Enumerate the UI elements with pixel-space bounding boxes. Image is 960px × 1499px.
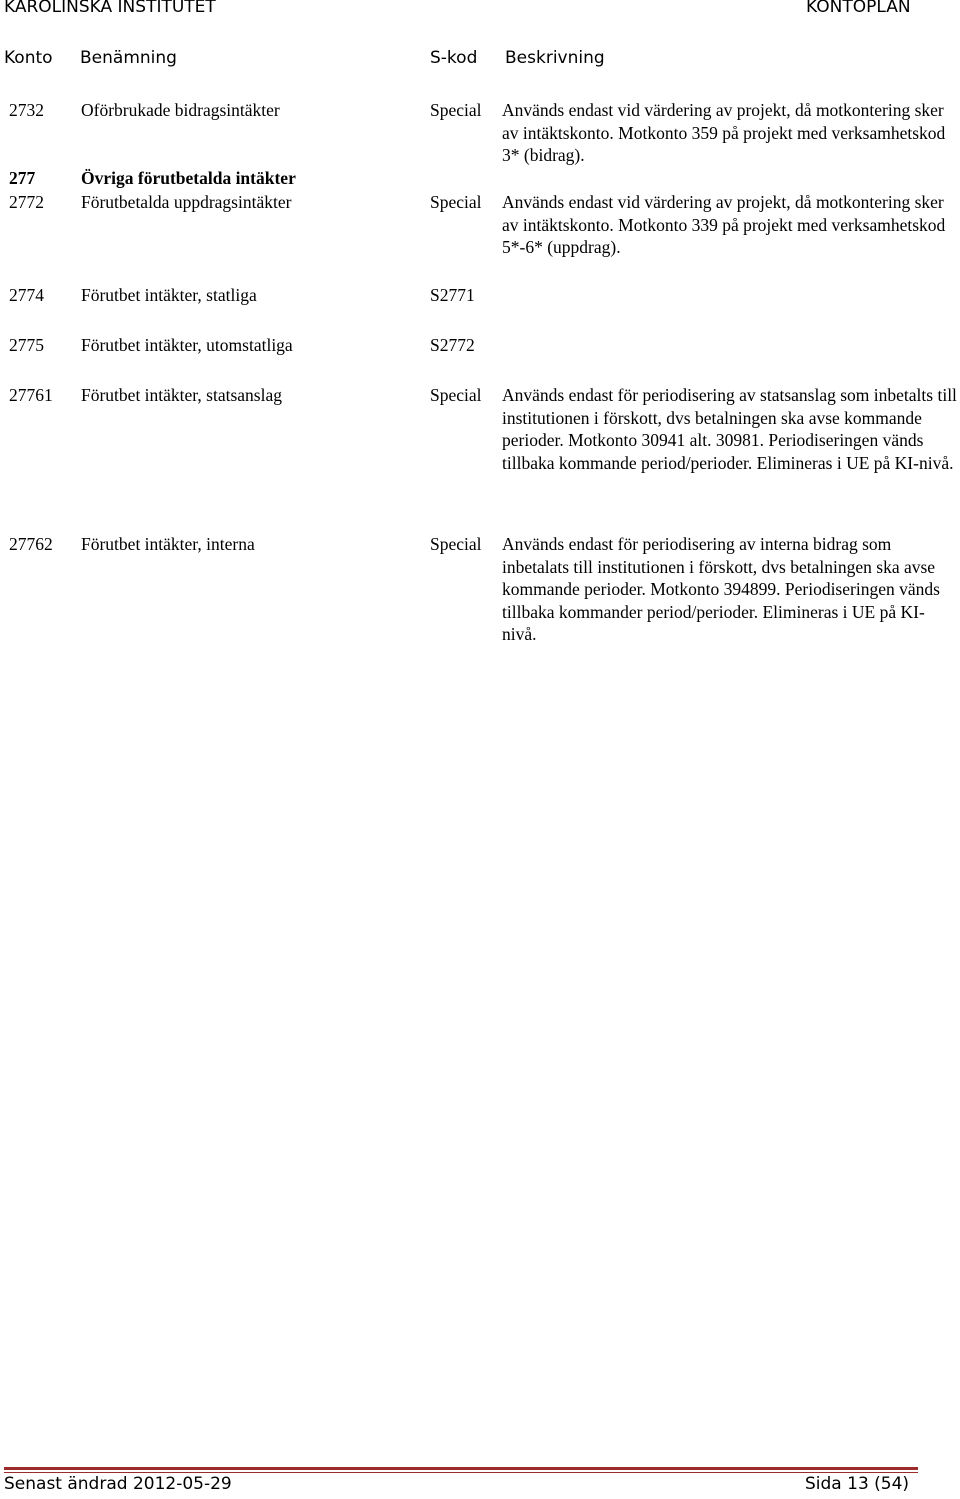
account-number: 2772 — [9, 192, 44, 212]
account-number: 2774 — [9, 285, 44, 305]
account-name: Förutbet intäkter, utomstatliga — [81, 335, 293, 355]
column-header-skod: S-kod — [430, 48, 478, 68]
account-description: Används endast för periodisering av statsanslag som inbetalts till institutionen i förskott, dvs betalningen ska avse kommande perioder. Motkonto 30941 alt. 30981. Periodiseringen vänds tillbaka kommande period/perioder. Elimineras i UE på KI-nivå. — [502, 385, 957, 473]
group-number: 277 — [9, 168, 36, 188]
column-header-benamning: Benämning — [80, 48, 177, 68]
account-name: Förutbet intäkter, statliga — [81, 285, 257, 305]
account-description: Används endast vid värdering av projekt, då motkontering sker av intäktskonto. Motkonto 339 på projekt med verksamhetskod 5*-6* (uppdrag). — [502, 192, 946, 257]
footer-divider-thin — [4, 1472, 918, 1473]
footer-divider — [4, 1467, 918, 1470]
s-code: S2771 — [430, 285, 475, 305]
account-description: Används endast vid värdering av projekt, då motkontering sker av intäktskonto. Motkonto 359 på projekt med verksamhetskod 3* (bidrag). — [502, 100, 946, 165]
group-name: Övriga förutbetalda intäkter — [81, 168, 296, 188]
s-code: Special — [430, 100, 482, 120]
s-code: Special — [430, 534, 482, 554]
column-header-beskrivning: Beskrivning — [505, 48, 605, 68]
last-modified-date: Senast ändrad 2012-05-29 — [4, 1474, 232, 1494]
header-document-title: KONTOPLAN — [806, 0, 911, 17]
account-name: Förutbet intäkter, interna — [81, 534, 255, 554]
column-header-konto: Konto — [4, 48, 53, 68]
s-code: Special — [430, 385, 482, 405]
header-organization: KAROLINSKA INSTITUTET — [4, 0, 216, 17]
account-name: Oförbrukade bidragsintäkter — [81, 100, 280, 120]
account-description: Används endast för periodisering av interna bidrag som inbetalats till institutionen i förskott, dvs betalningen ska avse kommande perioder. Motkonto 394899. Periodiseringen vänds tillbaka kommander period/perioder. Elimineras i UE på KI-nivå. — [502, 534, 940, 644]
page-number: Sida 13 (54) — [805, 1474, 910, 1494]
account-name: Förutbetalda uppdragsintäkter — [81, 192, 292, 212]
s-code: Special — [430, 192, 482, 212]
account-number: 2732 — [9, 100, 44, 120]
s-code: S2772 — [430, 335, 475, 355]
account-number: 27762 — [9, 534, 53, 554]
account-number: 27761 — [9, 385, 53, 405]
account-number: 2775 — [9, 335, 44, 355]
account-name: Förutbet intäkter, statsanslag — [81, 385, 282, 405]
